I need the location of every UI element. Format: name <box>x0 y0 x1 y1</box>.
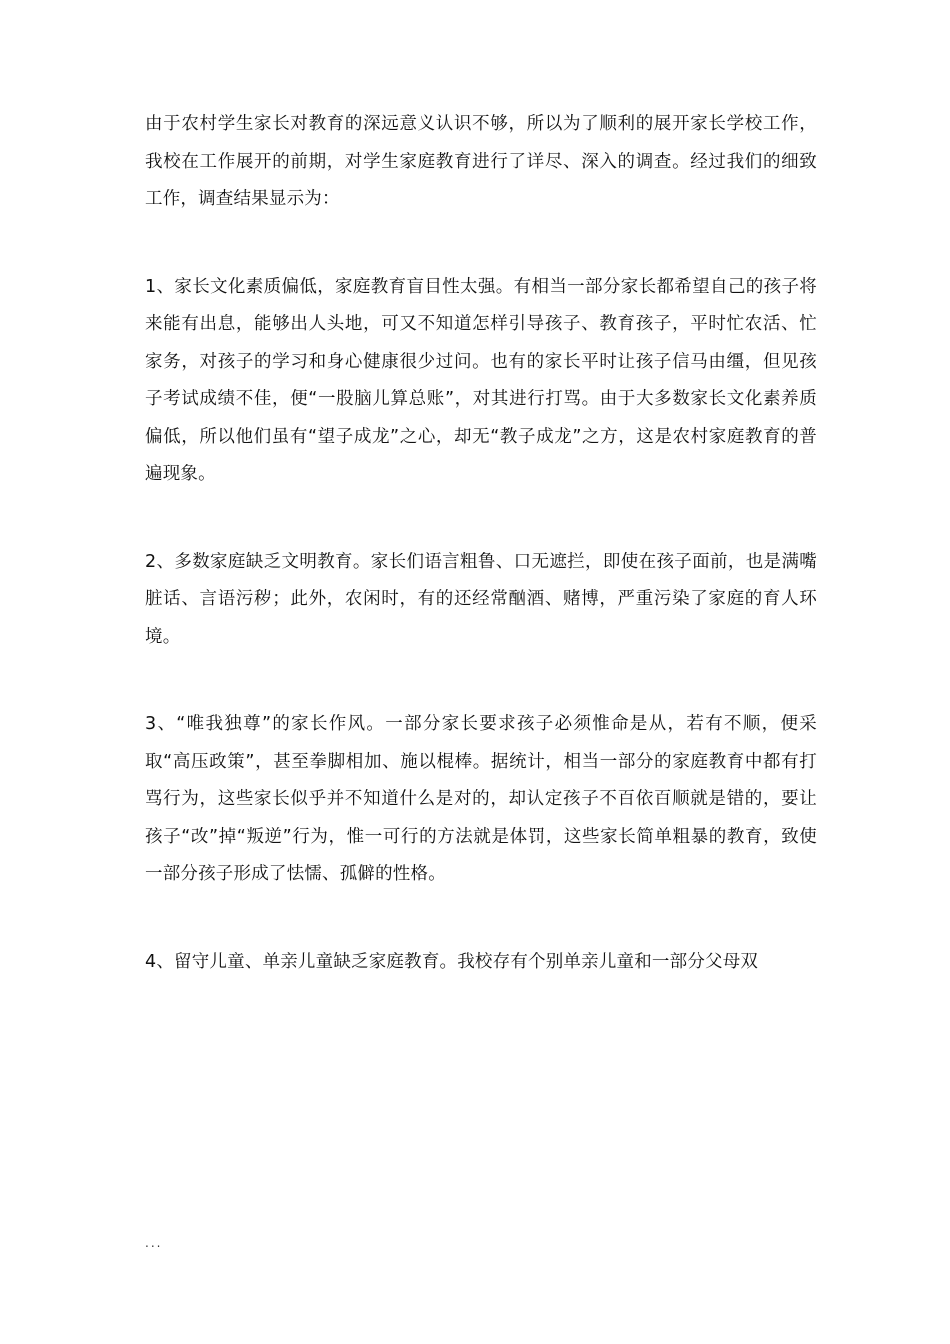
finding-3-paragraph: 3、“唯我独尊”的家长作风。一部分家长要求孩子必须惟命是从，若有不顺，便采取“高压政策”，甚至拳脚相加、施以棍棒。据统计，相当一部分的家庭教育中都有打骂行为，这些家长似乎并不知道什么是对的，却认定孩子不百依百顺就是错的，要让孩子“改”掉“叛逆”行为，惟一可行的方法就是体罚，这些家长简单粗暴的教育，致使一部分孩子形成了怯懦、孤僻的性格。 <box>145 714 817 884</box>
document-body <box>145 106 817 1031</box>
finding-4-paragraph: 4、留守儿童、单亲儿童缺乏家庭教育。我校存有个别单亲儿童和一部分父母双 <box>145 951 759 972</box>
intro-paragraph: 由于农村学生家长对教育的深远意义认识不够，所以为了顺利的展开家长学校工作，我校在工作展开的前期，对学生家庭教育进行了详尽、深入的调查。经过我们的细致工作，调查结果显示为： <box>145 114 817 209</box>
finding-1-paragraph: 1、家长文化素质偏低，家庭教育盲目性太强。有相当一部分家长都希望自己的孩子将来能有出息，能够出人头地，可又不知道怎样引导孩子、教育孩子，平时忙农活、忙家务，对孩子的学习和身心健康很少过问。也有的家长平时让孩子信马由缰，但见孩子考试成绩不佳，便“一股脑儿算总账”，对其进行打骂。由于大多数家长文化素养质偏低，所以他们虽有“望子成龙”之心，却无“教子成龙”之方，这是农村家庭教育的普遍现象。 <box>145 276 817 484</box>
continuation-ellipsis: ... <box>145 1236 163 1250</box>
finding-2-paragraph: 2、多数家庭缺乏文明教育。家长们语言粗鲁、口无遮拦，即使在孩子面前，也是满嘴脏话、言语污秽；此外，农闲时，有的还经常酗酒、赌博，严重污染了家庭的育人环境。 <box>145 551 817 647</box>
